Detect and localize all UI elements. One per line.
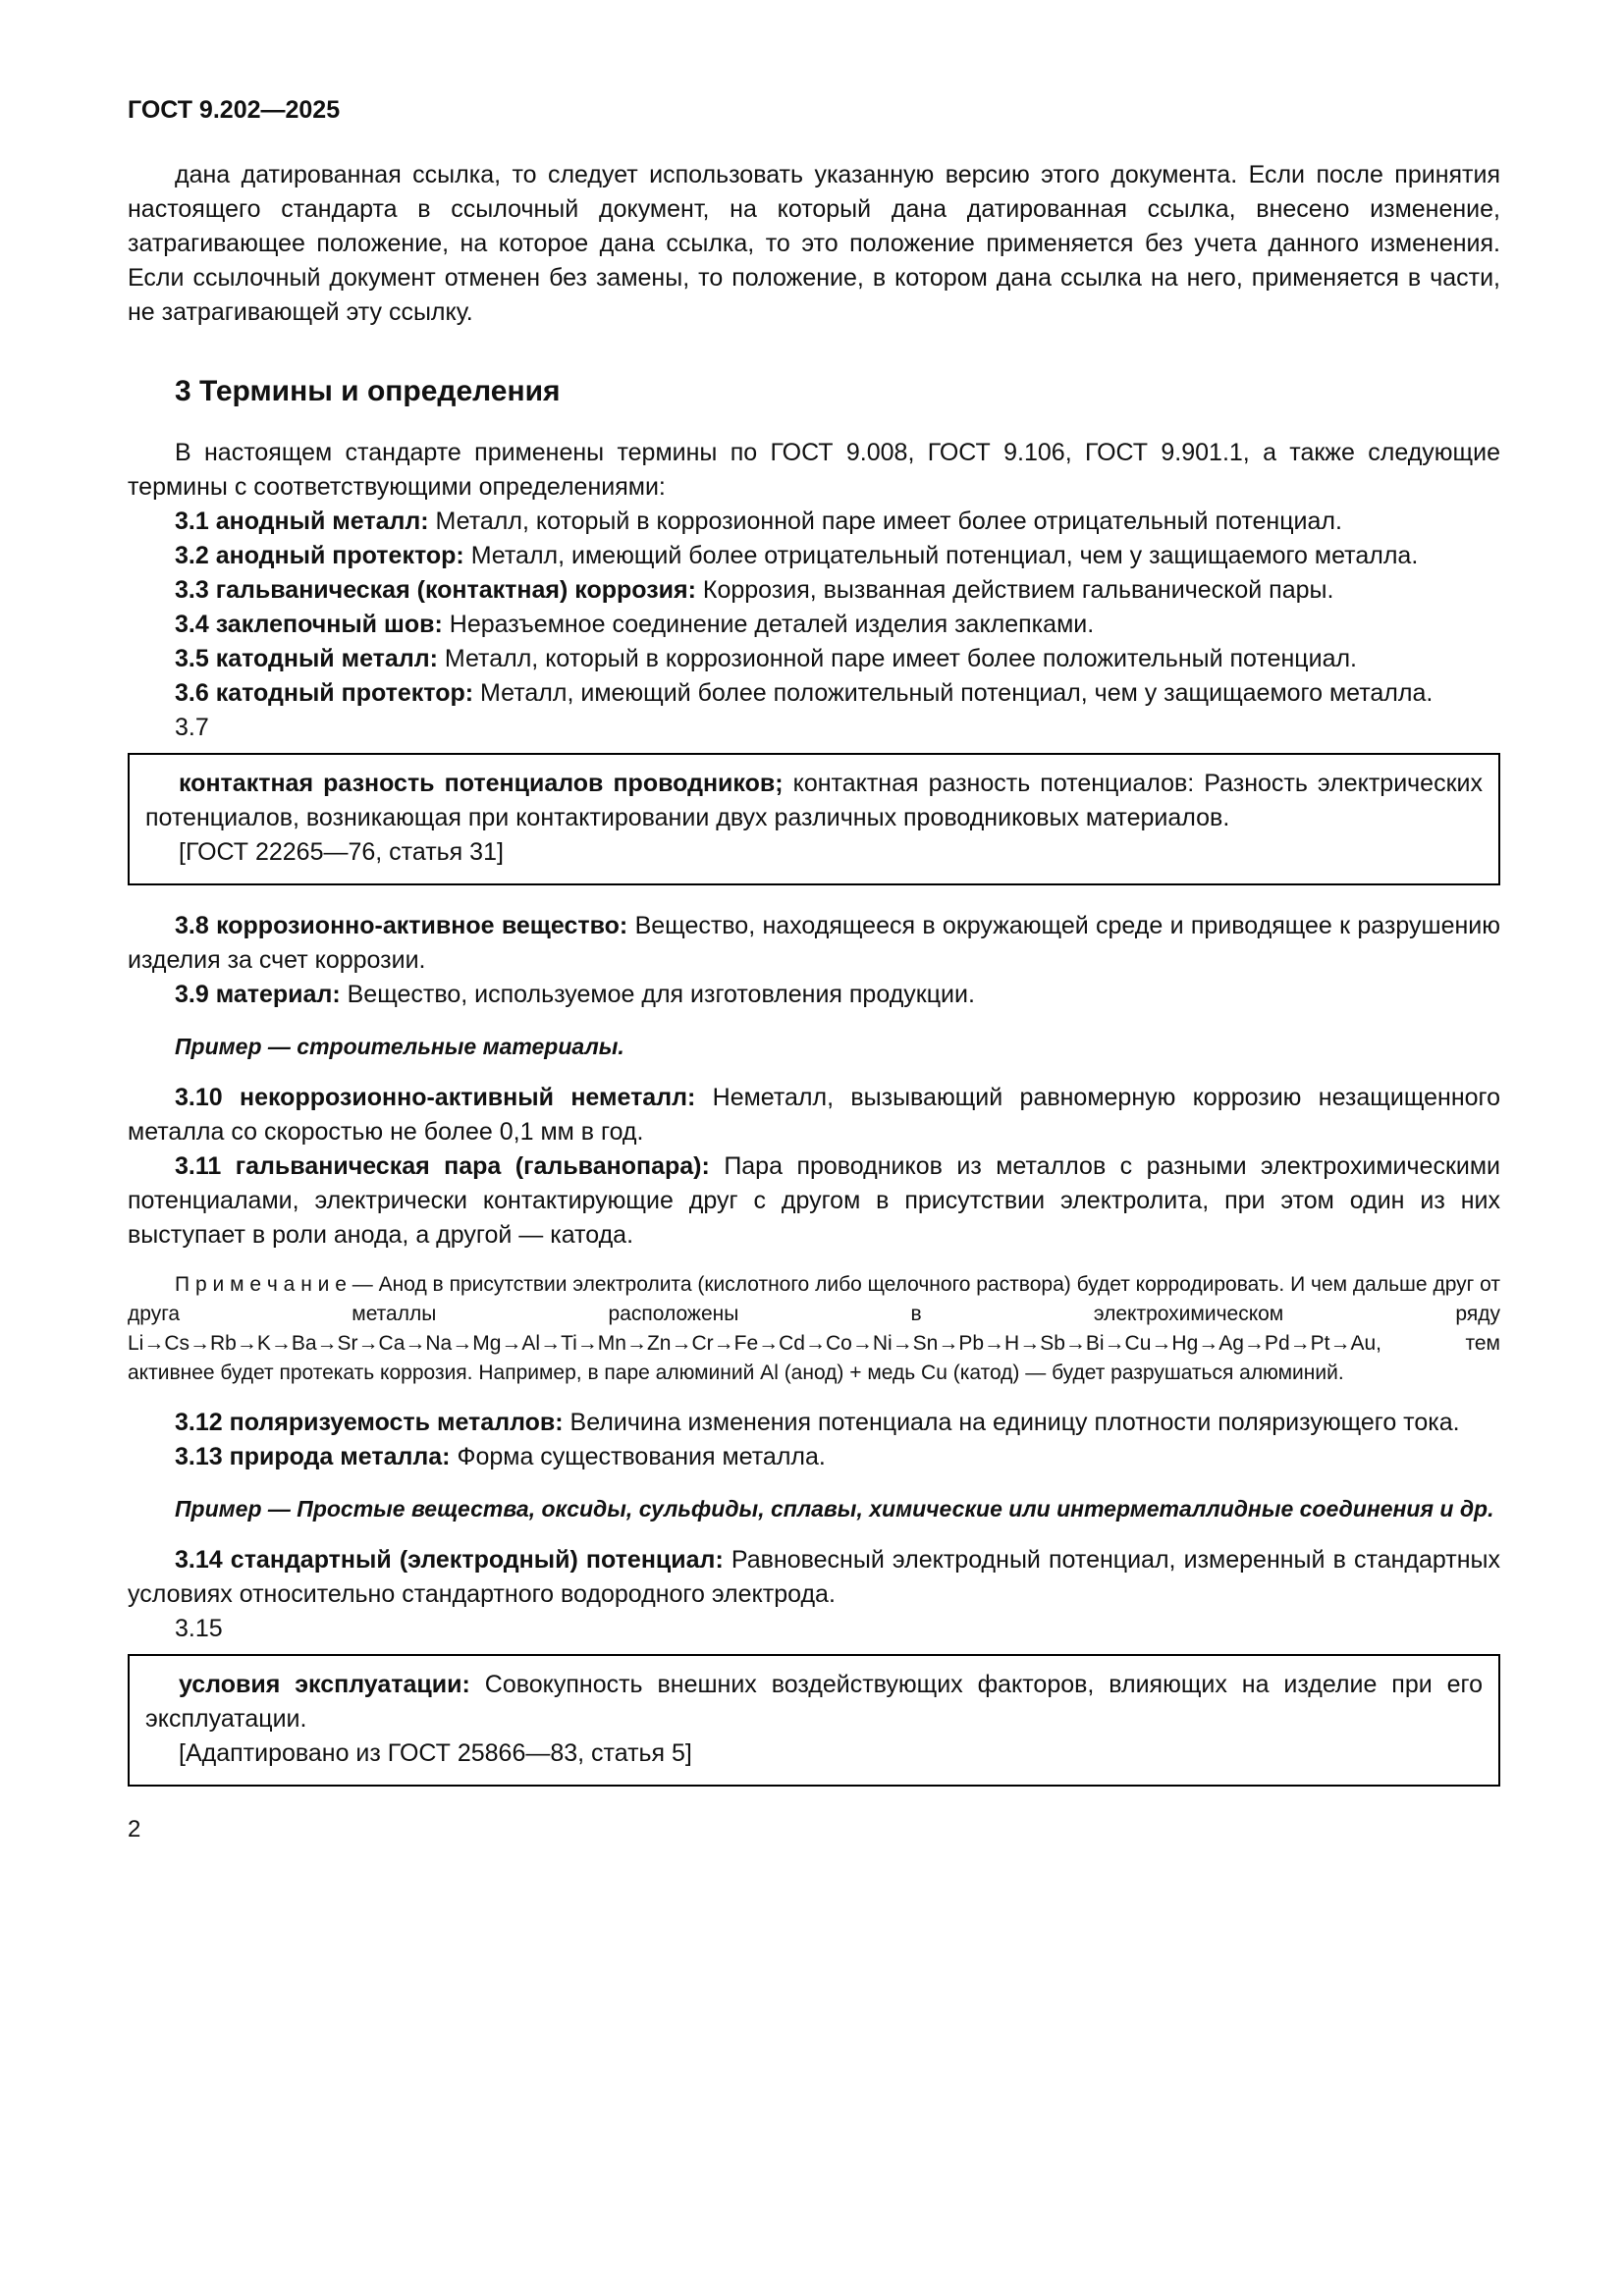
term-3-13-lead: 3.13 природа металла: <box>175 1443 451 1470</box>
term-3-14-lead: 3.14 стандартный (электродный) потенциал: <box>175 1546 724 1574</box>
term-3-5-definition: Металл, который в коррозионной паре имеет более положительный потенциал. <box>444 645 1358 672</box>
term-3-11-definition: Пара проводников из металлов с разными электрохимическими потенциалами, электрически контактирующие друг с другом в присутствии электролита, при этом один из них выступает в роли анода, а другой — катода. <box>128 1152 1500 1249</box>
term-3-5-lead: 3.5 катодный металл: <box>175 645 438 672</box>
boxed-term-3-15 <box>145 1668 1483 1736</box>
term-3-9-lead: 3.9 материал: <box>175 981 341 1008</box>
boxed-term-3-7-definition: контактная разность потенциалов: Разность электрических потенциалов, возникающая при контактировании двух различных проводниковых материалов. <box>145 770 1483 831</box>
term-3-3-definition: Коррозия, вызванная действием гальванической пары. <box>702 576 1334 604</box>
term-3-6-lead: 3.6 катодный протектор: <box>175 679 474 707</box>
section-title: 3 Термины и определения <box>175 375 561 407</box>
doc-code: ГОСТ 9.202—2025 <box>128 96 341 124</box>
term-3-13-definition: Форма существования металла. <box>457 1443 826 1470</box>
term-3-2 <box>128 539 1500 573</box>
boxed-term-3-7-source: [ГОСТ 22265—76, статья 31] <box>179 838 504 866</box>
term-3-6 <box>128 676 1500 711</box>
example-3-9: Пример — строительные материалы. <box>175 1034 624 1059</box>
term-3-9 <box>128 978 1500 1012</box>
section-intro: В настоящем стандарте применены термины по ГОСТ 9.008, ГОСТ 9.106, ГОСТ 9.901.1, а также следующие термины с соответствующими определениями: <box>128 439 1500 501</box>
term-3-8-definition: Вещество, находящееся в окружающей среде и приводящее к разрушению изделия за счет коррозии. <box>128 912 1500 974</box>
page-number: 2 <box>128 1816 141 1842</box>
boxed-term-3-15-source: [Адаптировано из ГОСТ 25866—83, статья 5] <box>179 1739 692 1767</box>
boxed-definition-3-7 <box>128 753 1500 885</box>
boxed-term-3-7-lead: контактная разность потенциалов проводников; <box>179 770 784 797</box>
term-3-6-definition: Металл, имеющий более положительный потенциал, чем у защищаемого металла. <box>480 679 1434 707</box>
term-3-1-lead: 3.1 анодный металл: <box>175 507 429 535</box>
term-3-14 <box>128 1543 1500 1612</box>
term-3-10-definition: Неметалл, вызывающий равномерную коррозию незащищенного металла со скоростью не более 0,1 мм в год. <box>128 1084 1501 1146</box>
term-3-12-definition: Величина изменения потенциала на единицу плотности поляризующего тока. <box>569 1409 1460 1436</box>
example-3-13: Пример — Простые вещества, оксиды, сульфиды, сплавы, химические или интерметаллидные соединения и др. <box>175 1496 1494 1522</box>
term-3-4-definition: Неразъемное соединение деталей изделия заклепками. <box>449 611 1095 638</box>
term-3-11 <box>128 1149 1500 1253</box>
term-number-3-7: 3.7 <box>175 714 209 741</box>
term-3-4 <box>128 608 1500 642</box>
term-number-3-15: 3.15 <box>175 1615 223 1642</box>
term-3-14-definition: Равновесный электродный потенциал, измеренный в стандартных условиях относительно стандартного водородного электрода. <box>128 1546 1500 1608</box>
boxed-definition-3-15 <box>128 1654 1500 1787</box>
term-3-8-lead: 3.8 коррозионно-активное вещество: <box>175 912 628 939</box>
continuation-paragraph: дана датированная ссылка, то следует использовать указанную версию этого документа. Если после принятия настоящего стандарта в ссылочный документ, на который дана датированная ссылка, внесено изменение, затрагивающее положение, на которое дана ссылка, то это положение применяется без учета данного изменения. Если ссылочный документ отменен без замены, то положение, в котором дана ссылка на него, применяется в части, не затрагивающей эту ссылку. <box>128 161 1500 326</box>
boxed-term-3-7 <box>145 767 1483 835</box>
term-3-3-lead: 3.3 гальваническая (контактная) коррозия: <box>175 576 696 604</box>
term-3-3 <box>128 573 1500 608</box>
term-3-2-definition: Металл, имеющий более отрицательный потенциал, чем у защищаемого металла. <box>470 542 1419 569</box>
term-3-13 <box>128 1440 1500 1474</box>
term-3-5 <box>128 642 1500 676</box>
term-3-8 <box>128 909 1500 978</box>
term-3-10-lead: 3.10 некоррозионно-активный неметалл: <box>175 1084 696 1111</box>
term-3-2-lead: 3.2 анодный протектор: <box>175 542 464 569</box>
term-3-10 <box>128 1081 1500 1149</box>
term-3-11-lead: 3.11 гальваническая пара (гальванопара): <box>175 1152 710 1180</box>
term-3-12-lead: 3.12 поляризуемость металлов: <box>175 1409 564 1436</box>
boxed-term-3-15-lead: условия эксплуатации: <box>179 1671 470 1698</box>
note-3-11: П р и м е ч а н и е — Анод в присутствии электролита (кислотного либо щелочного раствора) будет корродировать. И чем дальше друг от друга металлы расположены в электрохимическом ряду Li→Cs→Rb→K→Ba→Sr→Ca→Na→Mg→Al→Ti→Mn→Zn→Cr→Fe→Cd→Co→Ni→Sn→Pb→H→Sb→Bi→Cu→Hg→Ag→Pd→Pt→Au, тем активнее будет протекать коррозия. Например, в паре алюминий Al (анод) + медь Cu (катод) — будет разрушаться алюминий. <box>128 1273 1500 1384</box>
term-3-1-definition: Металл, который в коррозионной паре имеет более отрицательный потенциал. <box>435 507 1342 535</box>
term-3-1 <box>128 505 1500 539</box>
boxed-term-3-15-definition: Совокупность внешних воздействующих факторов, влияющих на изделие при его эксплуатации. <box>145 1671 1483 1733</box>
term-3-12 <box>128 1406 1500 1440</box>
term-3-4-lead: 3.4 заклепочный шов: <box>175 611 443 638</box>
term-3-9-definition: Вещество, используемое для изготовления продукции. <box>347 981 975 1008</box>
